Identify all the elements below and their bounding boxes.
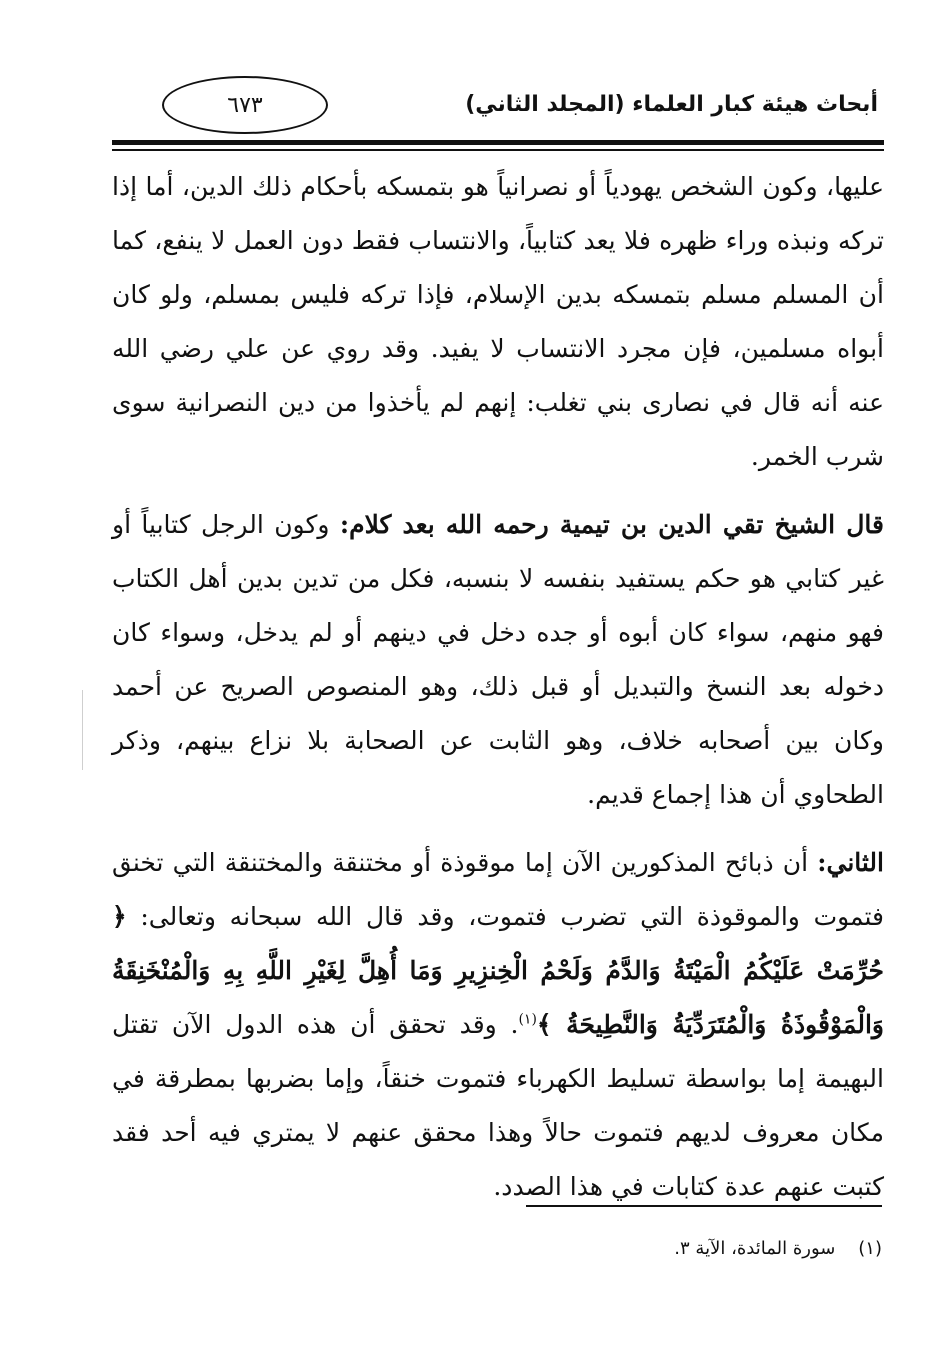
footnote-number: (١) — [858, 1238, 882, 1259]
paragraph-3 — [112, 836, 884, 1214]
paragraph-2-lead: قال الشيخ تقي الدين بن تيمية رحمه الله بعد كلام: — [339, 510, 884, 539]
paragraph-3-text-after: . وقد تحقق أن هذه الدول الآن تقتل البهيمة إما بواسطة تسليط الكهرباء فتموت خنقاً، وإما بضربها بمطرقة في مكان معروف لديهم فتموت حالاً وهذا محقق عنهم لا يمتري فيه أحد فقد كتبت عنهم عدة كتابات في هذا الصدد. — [112, 1010, 884, 1201]
body-text — [112, 160, 884, 1228]
paragraph-2 — [112, 498, 884, 822]
paragraph-2-text: وكون الرجل كتابياً أو غير كتابي هو حكم يستفيد بنفسه لا بنسبه، فكل من تدين بدين أهل الكتاب فهو منهم، سواء كان أبوه أو جده دخل في دينهم أو لم يدخل، وسواء كان دخوله بعد النسخ والتبديل أو قبل ذلك، وهو المنصوص الصريح عن أحمد وكان بين أصحابه خلاف، وهو الثابت عن الصحابة بلا نزاع بينهم، وذكر الطحاوي أن هذا إجماع قديم. — [112, 510, 884, 809]
paragraph-1 — [112, 160, 884, 484]
page-number: ٦٧٣ — [227, 92, 263, 118]
page-number-oval — [162, 76, 328, 134]
paragraph-1-text: عليها، وكون الشخص يهودياً أو نصرانياً هو بتمسكه بأحكام ذلك الدين، أما إذا تركه ونبذه وراء ظهره فلا يعد كتابياً، والانتساب فقط دون العمل لا ينفع، كما أن المسلم مسلم بتمسكه بدين الإسلام، فإذا تركه فليس بمسلم، ولو كان أبواه مسلمين، فإن مجرد الانتساب لا يفيد. وقد روي عن علي رضي الله عنه أنه قال في نصارى بني تغلب: إنهم لم يأخذوا من دين النصرانية سوى شرب الخمر. — [112, 172, 884, 471]
quran-verse: ﴿ حُرِّمَتْ عَلَيْكُمُ الْمَيْتَةُ وَالدَّمُ وَلَحْمُ الْخِنزِيرِ وَمَا أُهِلَّ لِغَيْرِ اللَّهِ بِهِ وَالْمُنْخَنِقَةُ وَالْمَوْقُوذَةُ وَالْمُتَرَدِّيَةُ وَالنَّطِيحَةُ ﴾ — [112, 902, 884, 1039]
margin-mark — [82, 690, 83, 770]
footnote-separator — [526, 1205, 882, 1207]
footnote — [112, 1234, 882, 1264]
footnote-reference[interactable]: (١) — [518, 1011, 537, 1028]
running-title: أبحاث هيئة كبار العلماء (المجلد الثاني) — [465, 92, 878, 117]
paragraph-3-lead: الثاني: — [817, 848, 884, 877]
header-rule-thick — [112, 140, 884, 145]
footnote-text: سورة المائدة، الآية ٣. — [674, 1238, 836, 1259]
paragraph-3-text-before: أن ذبائح المذكورين الآن إما موقوذة أو مختنقة والمختنقة التي تخنق فتموت والموقوذة التي تضرب فتموت، وقد قال الله سبحانه وتعالى: — [112, 848, 884, 931]
header-rule-thin — [112, 149, 884, 151]
